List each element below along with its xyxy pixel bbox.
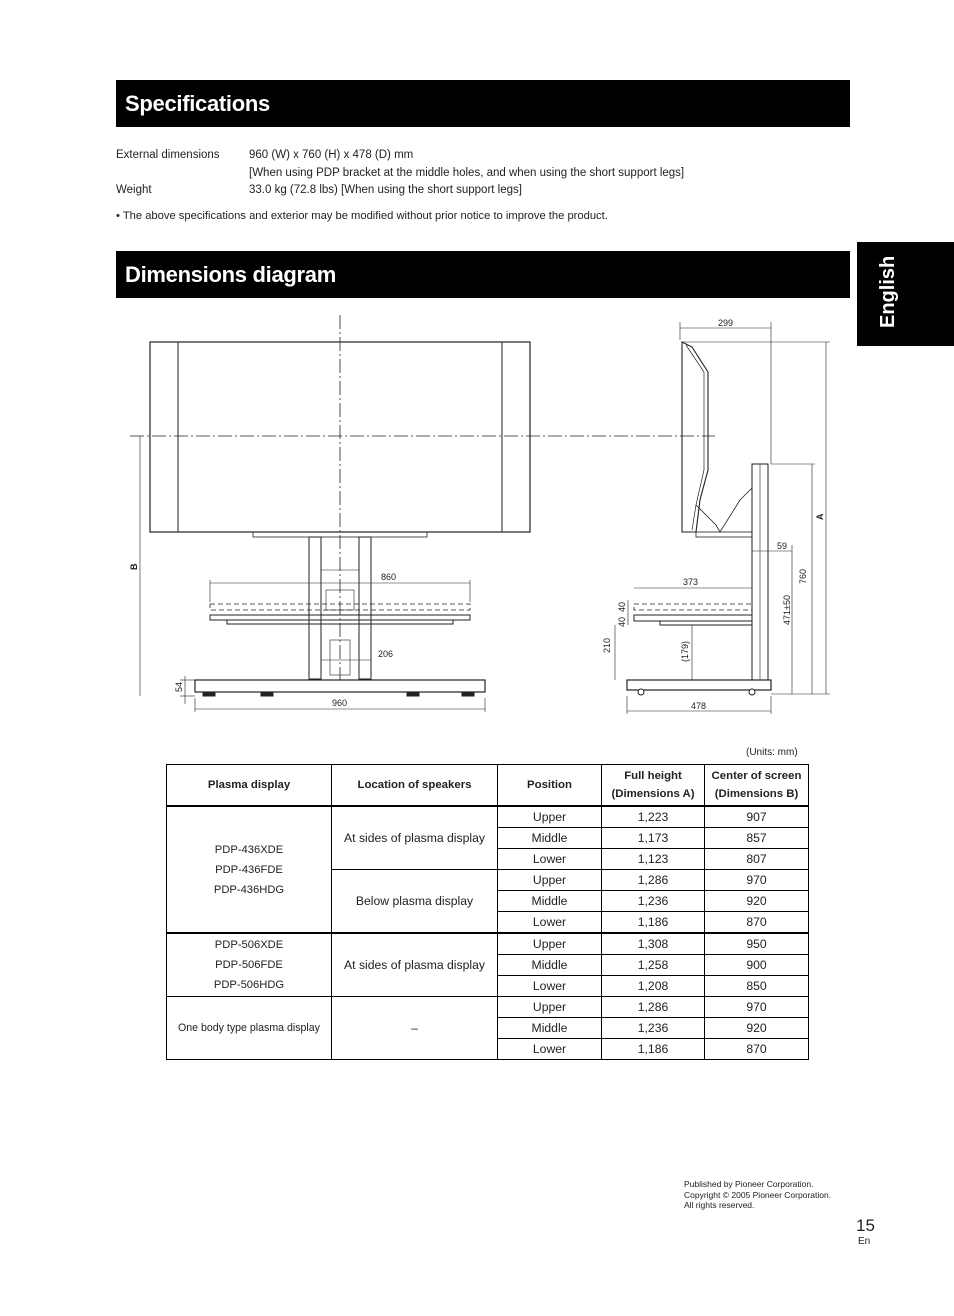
full-height-cell: 1,123 bbox=[602, 849, 705, 870]
language-tab bbox=[857, 242, 954, 346]
page-language: En bbox=[858, 1236, 871, 1247]
spec-note: • The above specifications and exterior may be modified without prior notice to improve the product. bbox=[116, 210, 608, 222]
model-name: PDP-436HDG bbox=[213, 883, 285, 896]
dim-b-label: B bbox=[129, 563, 139, 570]
full-height-cell: 1,308 bbox=[602, 933, 705, 955]
footer-line: Published by Pioneer Corporation. bbox=[684, 1179, 814, 1189]
table-row bbox=[167, 933, 809, 955]
speaker-location: At sides of plasma display bbox=[332, 806, 498, 870]
center-screen-cell: 907 bbox=[705, 806, 809, 828]
model-name: PDP-436XDE bbox=[214, 843, 284, 856]
full-height-cell: 1,258 bbox=[602, 955, 705, 976]
col-center-of-screen bbox=[705, 765, 809, 807]
full-height-cell: 1,186 bbox=[602, 1039, 705, 1060]
position-cell: Middle bbox=[498, 891, 602, 912]
center-screen-cell: 870 bbox=[705, 912, 809, 934]
center-screen-cell: 920 bbox=[705, 1018, 809, 1039]
position-cell: Lower bbox=[498, 849, 602, 870]
center-screen-cell: 870 bbox=[705, 1039, 809, 1060]
full-height-cell: 1,286 bbox=[602, 870, 705, 891]
speaker-location: – bbox=[332, 997, 498, 1060]
dim-a-label: A bbox=[815, 513, 825, 520]
full-height-cell: 1,208 bbox=[602, 976, 705, 997]
table-row bbox=[167, 997, 809, 1018]
col-full-height bbox=[602, 765, 705, 807]
full-height-cell: 1,173 bbox=[602, 828, 705, 849]
spec-value: [When using PDP bracket at the middle holes, and when using the short support legs] bbox=[249, 167, 685, 179]
center-screen-cell: 900 bbox=[705, 955, 809, 976]
dim-front-width: 960 bbox=[332, 698, 348, 708]
col-center-line2: (Dimensions B) bbox=[714, 788, 799, 800]
dim-base-height: 54 bbox=[174, 681, 184, 692]
specifications-banner bbox=[116, 80, 850, 127]
model-cell bbox=[167, 997, 332, 1060]
position-cell: Middle bbox=[498, 1018, 602, 1039]
dim-shelf-width: 860 bbox=[381, 572, 397, 582]
position-cell: Middle bbox=[498, 955, 602, 976]
col-plasma-display: Plasma display bbox=[167, 765, 332, 807]
dim-side-depth-top: 299 bbox=[718, 318, 734, 328]
page-number: 15 bbox=[856, 1216, 875, 1235]
front-view bbox=[130, 315, 715, 712]
center-screen-cell: 950 bbox=[705, 933, 809, 955]
position-cell: Lower bbox=[498, 912, 602, 934]
speaker-location: At sides of plasma display bbox=[332, 933, 498, 997]
full-height-cell: 1,223 bbox=[602, 806, 705, 828]
dimensions-table bbox=[166, 764, 809, 1060]
center-screen-cell: 970 bbox=[705, 997, 809, 1018]
dimensions-title: Dimensions diagram bbox=[125, 262, 336, 287]
position-cell: Lower bbox=[498, 1039, 602, 1060]
dim-gap-40a: 40 bbox=[617, 601, 627, 612]
position-cell: Upper bbox=[498, 870, 602, 891]
full-height-cell: 1,186 bbox=[602, 912, 705, 934]
dim-total-height: 760 bbox=[798, 568, 808, 584]
col-full-height-line1: Full height bbox=[624, 770, 682, 782]
footer-line: All rights reserved. bbox=[684, 1200, 755, 1210]
dim-pole-width: 206 bbox=[378, 649, 394, 659]
table-row bbox=[167, 806, 809, 828]
publisher-footer bbox=[684, 1179, 831, 1211]
model-cell bbox=[167, 933, 332, 997]
dim-shelf-height: 210 bbox=[602, 637, 612, 653]
dimensions-banner bbox=[116, 251, 850, 298]
units-label: (Units: mm) bbox=[746, 747, 798, 758]
dim-base-depth: 478 bbox=[691, 701, 707, 711]
center-screen-cell: 970 bbox=[705, 870, 809, 891]
col-center-line1: Center of screen bbox=[711, 770, 802, 782]
position-cell: Lower bbox=[498, 976, 602, 997]
col-full-height-line2: (Dimensions A) bbox=[611, 788, 695, 800]
center-screen-cell: 857 bbox=[705, 828, 809, 849]
center-screen-cell: 920 bbox=[705, 891, 809, 912]
speaker-location: Below plasma display bbox=[332, 870, 498, 934]
col-position: Position bbox=[498, 765, 602, 807]
spec-label: Weight bbox=[116, 184, 152, 196]
position-cell: Upper bbox=[498, 997, 602, 1018]
model-name: PDP-436FDE bbox=[215, 863, 283, 876]
dim-shelf-gap: (179) bbox=[680, 640, 690, 662]
spec-value: 960 (W) x 760 (H) x 478 (D) mm bbox=[249, 149, 414, 161]
spec-value: 33.0 kg (72.8 lbs) [When using the short support legs] bbox=[249, 184, 522, 196]
spec-label: External dimensions bbox=[116, 149, 220, 161]
position-cell: Middle bbox=[498, 828, 602, 849]
model-cell bbox=[167, 806, 332, 933]
model-name: PDP-506FDE bbox=[215, 959, 283, 971]
dim-shelf-depth: 373 bbox=[683, 577, 699, 587]
position-cell: Upper bbox=[498, 806, 602, 828]
specifications-title: Specifications bbox=[125, 91, 270, 116]
position-cell: Upper bbox=[498, 933, 602, 955]
footer-line: Copyright © 2005 Pioneer Corporation. bbox=[684, 1189, 832, 1200]
dim-bracket-offset: 59 bbox=[777, 541, 788, 551]
center-screen-cell: 850 bbox=[705, 976, 809, 997]
model-name: One body type plasma display bbox=[178, 1022, 320, 1034]
dim-gap-40b: 40 bbox=[617, 616, 627, 627]
model-name: PDP-506XDE bbox=[214, 939, 284, 951]
table-header-row bbox=[167, 765, 809, 807]
full-height-cell: 1,286 bbox=[602, 997, 705, 1018]
full-height-cell: 1,236 bbox=[602, 891, 705, 912]
model-name: PDP-506HDG bbox=[213, 979, 285, 991]
language-tab-label: English bbox=[877, 255, 899, 328]
dim-adjust-height: 471±50 bbox=[782, 595, 792, 625]
center-screen-cell: 807 bbox=[705, 849, 809, 870]
full-height-cell: 1,236 bbox=[602, 1018, 705, 1039]
col-location-of-speakers: Location of speakers bbox=[332, 765, 498, 807]
side-view bbox=[615, 322, 830, 714]
